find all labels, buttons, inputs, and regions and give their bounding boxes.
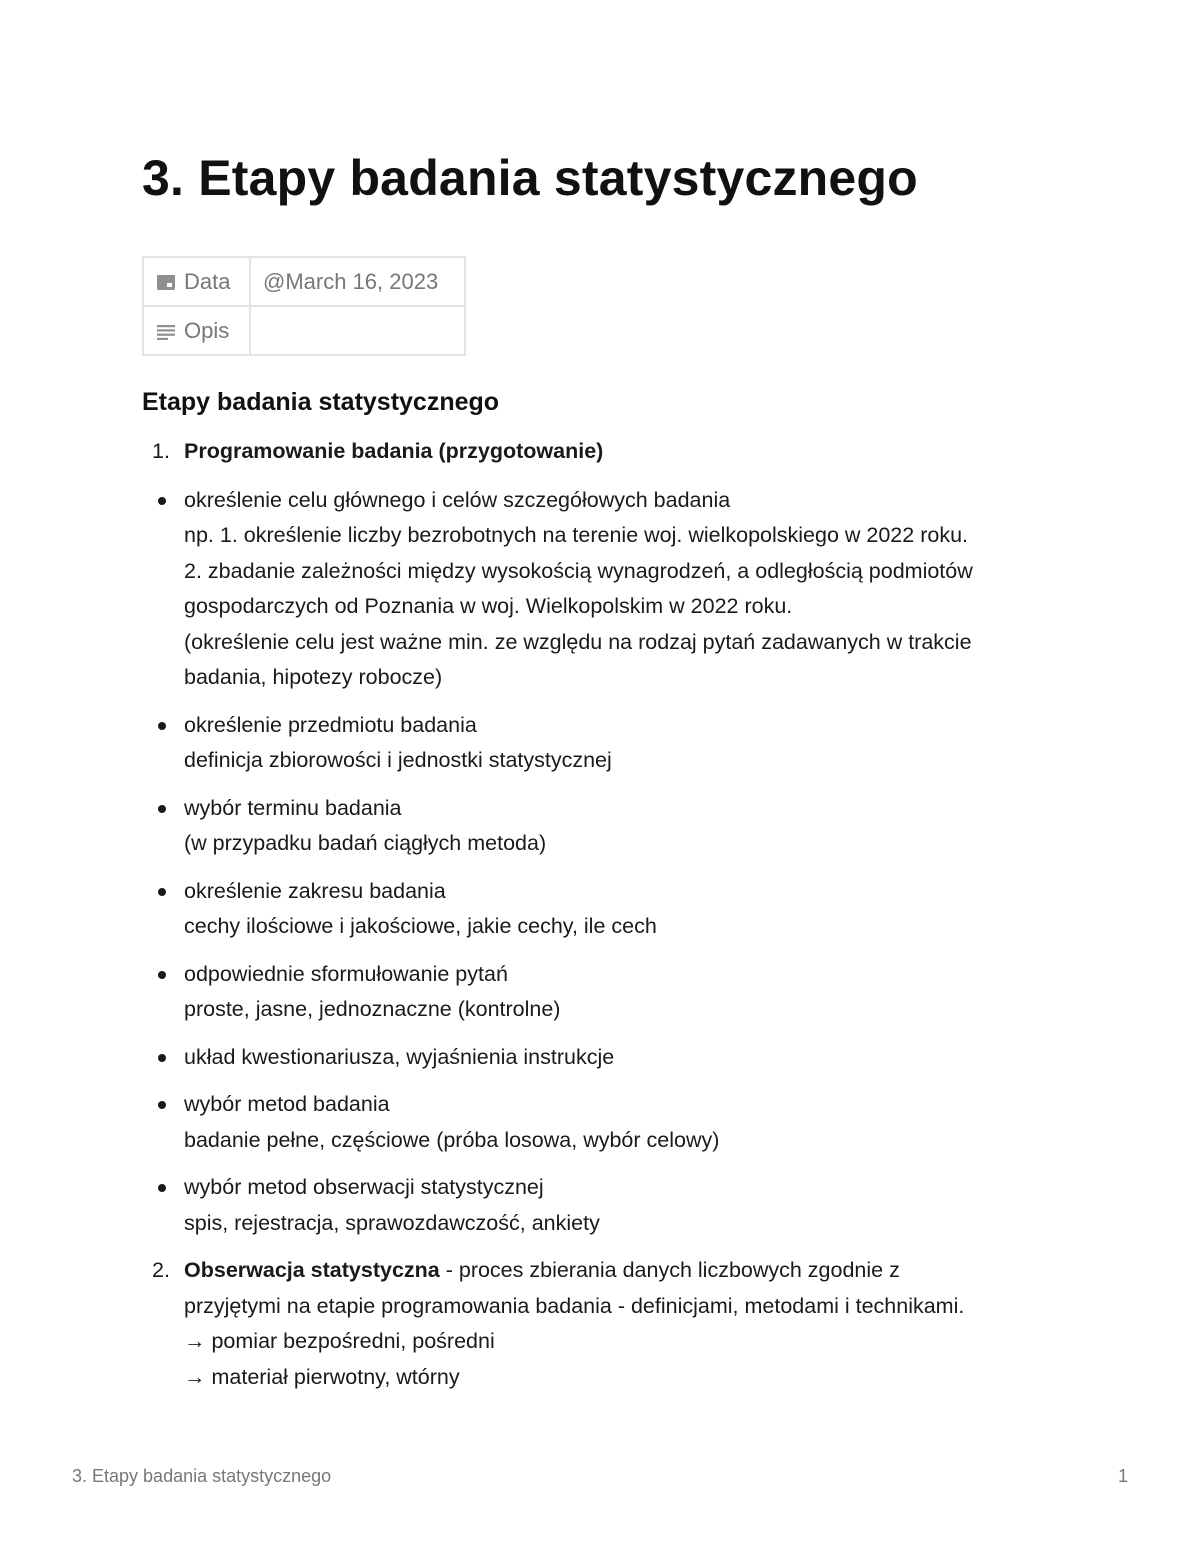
list-number: 1. [152,439,170,463]
bullet-line: spis, rejestracja, sprawozdawczość, ankiety [184,1210,600,1235]
bullet-line: (w przypadku badań ciągłych metoda) [184,831,547,855]
bullet-line: wybór terminu badania [184,795,402,820]
bullet-line: 2. zbadanie zależności między wysokością wynagrodzeń, a odległością podmiotów [184,558,973,583]
bullet-line: wybór metod obserwacji statystycznej [184,1175,544,1199]
bullet-item [142,1040,1062,1076]
numbered-item-text: - proces zbierania danych liczbowych zgodnie z [439,1258,900,1282]
numbered-item-line: → materiał pierwotny, wtórny [184,1364,460,1389]
numbered-item-2 [142,1253,1062,1395]
bullet-line: cechy ilościowe i jakościowe, jakie cechy, ile cech [184,914,657,938]
bullet-line: wybór metod badania [184,1092,390,1116]
bullet-dot [158,1101,166,1109]
section-heading: Etapy badania statystycznego [142,388,500,416]
property-row-description [143,306,465,355]
numbered-item-line: → pomiar bezpośredni, pośredni [184,1329,495,1353]
property-value-date[interactable]: @March 16, 2023 [250,257,465,306]
footer-page-number: 1 [1117,1466,1128,1486]
property-key-label: Data [184,268,231,294]
bullet-dot [158,971,166,979]
calendar-icon [156,273,176,291]
text-lines-icon [156,322,176,340]
bullet-item [142,957,1062,1028]
bullet-line: np. 1. określenie liczby bezrobotnych na terenie woj. wielkopolskiego w 2022 roku. [184,523,968,547]
numbered-item-title: Programowanie badania (przygotowanie) [184,439,604,463]
property-row-date [143,257,465,306]
property-key-description [143,306,250,355]
footer-title: 3. Etapy badania statystycznego [72,1466,332,1486]
numbered-item-line: przyjętymi na etapie programowania badania - definicjami, metodami i technikami. [184,1293,965,1318]
bullet-item [142,791,1062,862]
bullet-dot [158,805,166,813]
bullet-item [142,708,1062,779]
bullet-line: definicja zbiorowości i jednostki statystycznej [184,748,612,772]
bullet-item [142,874,1062,945]
bullet-dot [158,1054,166,1062]
property-key-date [143,257,250,306]
bullet-line: określenie zakresu badania [184,878,446,903]
bullet-line: badania, hipotezy robocze) [184,665,443,689]
bullet-item [142,1170,1062,1241]
bullet-dot [158,722,166,730]
bullet-line: (określenie celu jest ważne min. ze względu na rodzaj pytań zadawanych w trakcie [184,629,972,654]
property-key-label: Opis [184,317,230,343]
numbered-item-first-line [184,1253,1062,1289]
bullet-line: badanie pełne, częściowe (próba losowa, wybór celowy) [184,1127,720,1152]
properties-table [142,256,466,356]
document-body [142,434,1062,1395]
bullet-item [142,1087,1062,1158]
bullet-line: układ kwestionariusza, wyjaśnienia instrukcje [184,1044,615,1069]
bullet-line: odpowiednie sformułowanie pytań [184,961,508,986]
bullet-line: proste, jasne, jednoznaczne (kontrolne) [184,997,561,1021]
page-title: 3. Etapy badania statystycznego [142,150,918,206]
bullet-item [142,483,1062,696]
bullet-dot [158,888,166,896]
bullet-line: określenie przedmiotu badania [184,712,477,737]
list-number: 2. [152,1258,170,1282]
numbered-item-title: Obserwacja statystyczna [184,1258,440,1282]
bullet-dot [158,497,166,505]
property-value-description[interactable] [250,306,465,355]
bullet-dot [158,1184,166,1192]
bullet-line: określenie celu głównego i celów szczegółowych badania [184,487,731,512]
bullet-line: gospodarczych od Poznania w woj. Wielkopolskim w 2022 roku. [184,594,793,618]
numbered-item-1 [142,434,1062,470]
